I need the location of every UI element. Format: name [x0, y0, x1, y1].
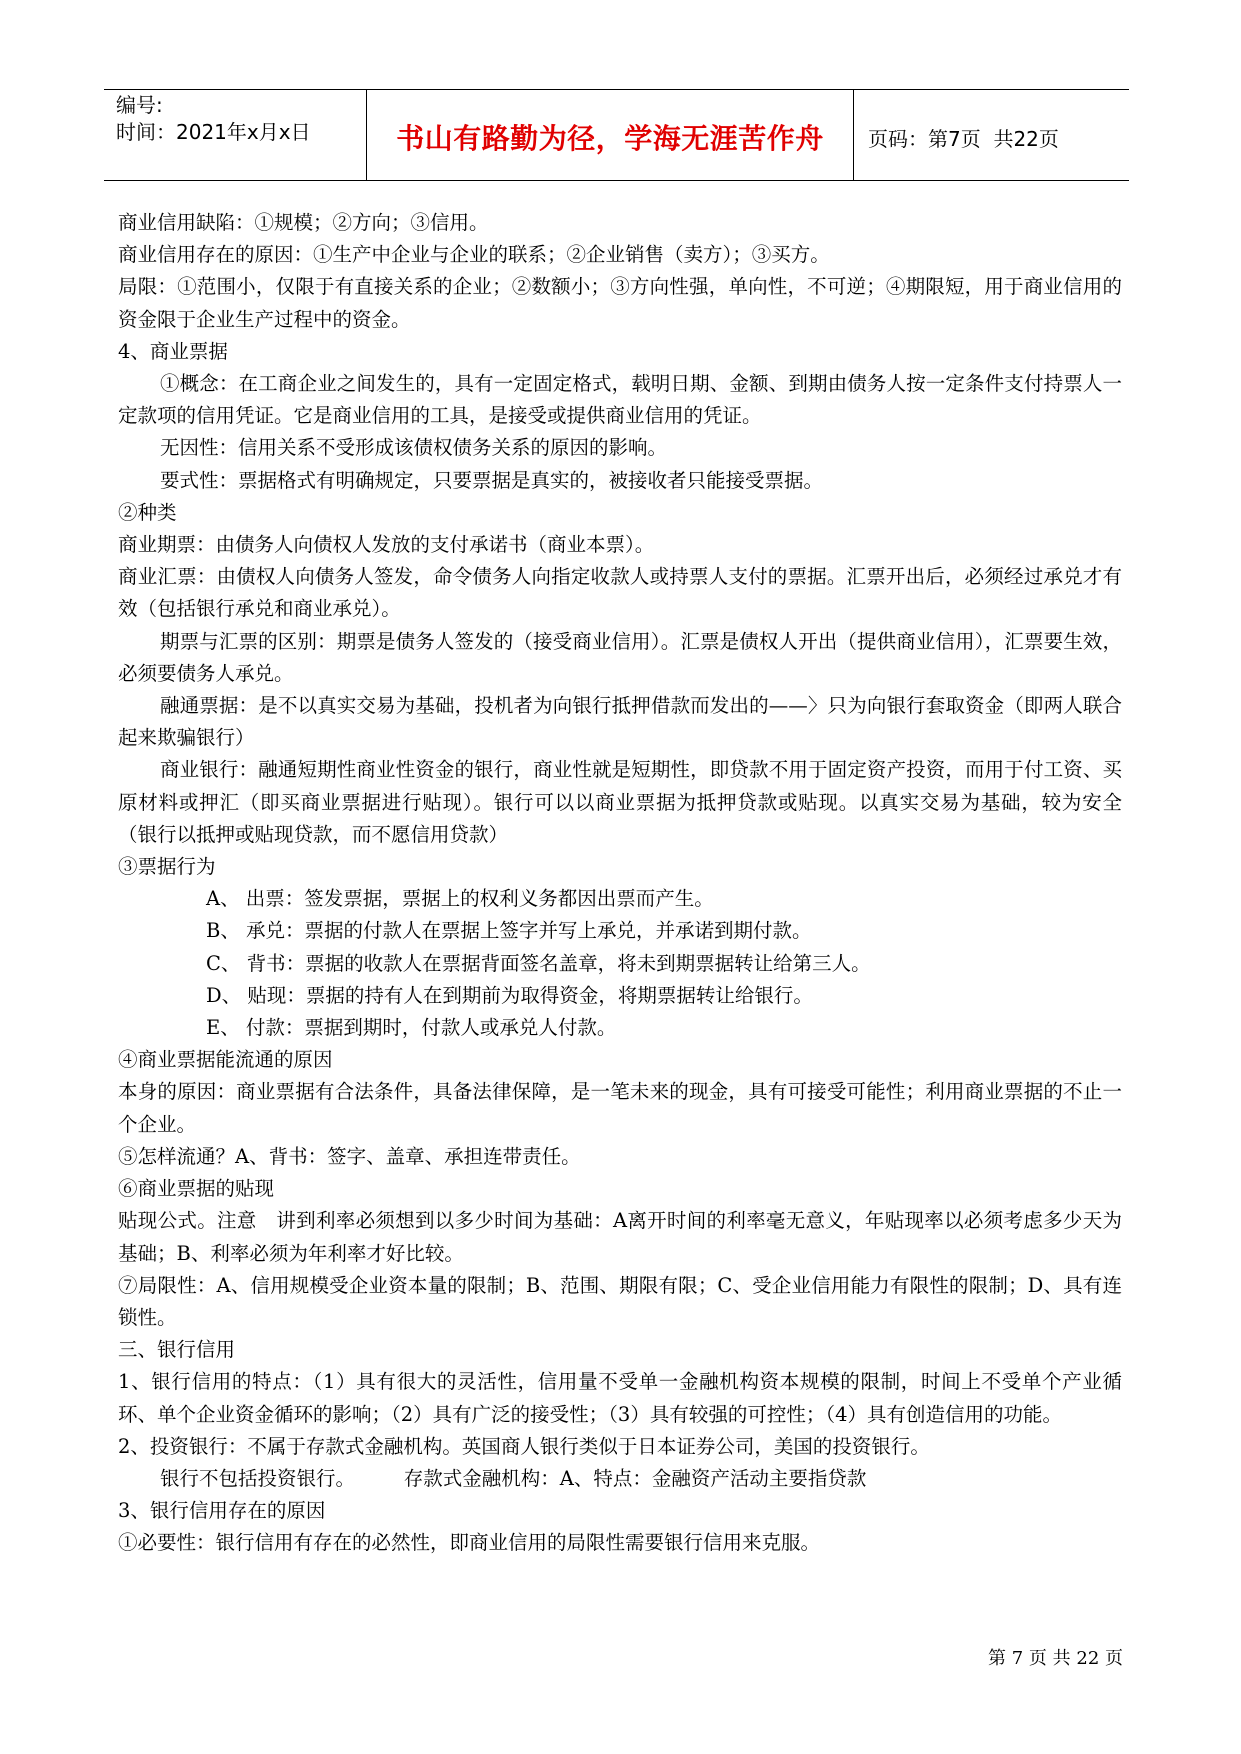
section-heading: 三、银行信用: [118, 1338, 236, 1362]
page-footer: [965, 1623, 1123, 1691]
paragraph: 本身的原因：商业票据有合法条件，具备法律保障，是一笔未来的现金，具有可接受可能性；利用商业票据的不止一个企业。: [118, 1080, 1122, 1136]
list-item: E、 付款：票据到期时，付款人或承兑人付款。: [206, 1016, 617, 1040]
header-meta: [104, 90, 367, 180]
paragraph: 要式性：票据格式有明确规定，只要票据是真实的，被接收者只能接受票据。: [160, 468, 824, 492]
subsection-heading: ②种类: [118, 500, 177, 524]
section-heading: 3、银行信用存在的原因: [118, 1499, 326, 1523]
paragraph: 贴现公式。注意 讲到利率必须想到以多少时间为基础：A离开时间的利率毫无意义，年贴现率以必须考虑多少天为基础；B、利率必须为年利率才好比较。: [118, 1209, 1122, 1265]
paragraph: 2、投资银行：不属于存款式金融机构。英国商人银行类似于日本证券公司，美国的投资银行。: [118, 1434, 930, 1458]
paragraph: 商业信用缺陷：①规模；②方向；③信用。: [118, 211, 489, 234]
paragraph: 无因性：信用关系不受形成该债权债务关系的原因的影响。: [160, 436, 668, 460]
subsection-heading: ④商业票据能流通的原因: [118, 1048, 333, 1072]
list-item: D、 贴现：票据的持有人在到期前为取得资金，将期票据转让给银行。: [206, 983, 813, 1007]
header-motto: [367, 90, 854, 180]
list-item: C、 背书：票据的收款人在票据背面签名盖章，将未到期票据转让给第三人。: [206, 951, 871, 975]
paragraph: 期票与汇票的区别：期票是债务人签发的（接受商业信用）。汇票是债权人开出（提供商业信用），汇票要生效，必须要债务人承兑。: [118, 629, 1122, 685]
paragraph: 局限：①范围小，仅限于有直接关系的企业；②数额小；③方向性强，单向性，不可逆；④期限短，用于商业信用的资金限于企业生产过程中的资金。: [118, 275, 1122, 331]
subsection-heading: ③票据行为: [118, 855, 216, 879]
paragraph: ⑦局限性：A、信用规模受企业资本量的限制；B、范围、期限有限；C、受企业信用能力有限性的限制；D、具有连锁性。: [118, 1273, 1122, 1329]
paragraph: ⑤怎样流通？A、背书：签字、盖章、承担连带责任。: [118, 1144, 581, 1168]
paragraph: 融通票据：是不以真实交易为基础，投机者为向银行抵押借款而发出的——〉只为向银行套取资金（即两人联合起来欺骗银行）: [118, 694, 1122, 750]
paragraph: 商业信用存在的原因：①生产中企业与企业的联系；②企业销售（卖方）；③买方。: [118, 243, 830, 267]
list-item: B、 承兑：票据的付款人在票据上签字并写上承兑，并承诺到期付款。: [206, 919, 812, 943]
paragraph: ①概念：在工商企业之间发生的，具有一定固定格式，载明日期、金额、到期由债务人按一定条件支付持票人一定款项的信用凭证。它是商业信用的工具，是接受或提供商业信用的凭证。: [118, 372, 1122, 428]
paragraph: 商业汇票：由债权人向债务人签发，命令债务人向指定收款人或持票人支付的票据。汇票开出后，必须经过承兑才有效（包括银行承兑和商业承兑）。: [118, 565, 1122, 621]
document-time-label: 时间：2021年x月x日: [116, 120, 311, 144]
section-heading: 4、商业票据: [118, 339, 228, 363]
list-item: A、 出票：签发票据，票据上的权利义务都因出票而产生。: [206, 887, 714, 911]
footer-page-number: 第 7 页 共 22 页: [988, 1648, 1123, 1669]
subsection-heading: ⑥商业票据的贴现: [118, 1177, 275, 1201]
document-body: [118, 207, 1122, 1560]
document-number-label: 编号:: [116, 93, 163, 117]
header-page-info: [854, 90, 1129, 180]
paragraph: 商业银行：融通短期性商业性资金的银行，商业性就是短期性，即贷款不用于固定资产投资，而用于付工资、买原材料或押汇（即买商业票据进行贴现）。银行可以以商业票据为抵押贷款或贴现。以真实交易为基础，较为安全（银行以抵押或贴现贷款，而不愿信用贷款）: [118, 758, 1122, 846]
page-header: [104, 89, 1129, 181]
motto-text: 书山有路勤为径，学海无涯苦作舟: [396, 122, 824, 155]
paragraph: 1、银行信用的特点：（1）具有很大的灵活性，信用量不受单一金融机构资本规模的限制，时间上不受单个产业循环、单个企业资金循环的影响；（2）具有广泛的接受性；（3）具有较强的可控性；（4）具有创造信用的功能。: [118, 1370, 1122, 1426]
paragraph: 商业期票：由债务人向债权人发放的支付承诺书（商业本票）。: [118, 533, 655, 557]
header-page-number: 页码：第7页 共22页: [868, 126, 1059, 151]
paragraph: ①必要性：银行信用有存在的必然性，即商业信用的局限性需要银行信用来克服。: [118, 1531, 821, 1555]
paragraph: 银行不包括投资银行。 存款式金融机构：A、特点：金融资产活动主要指贷款: [160, 1466, 867, 1490]
